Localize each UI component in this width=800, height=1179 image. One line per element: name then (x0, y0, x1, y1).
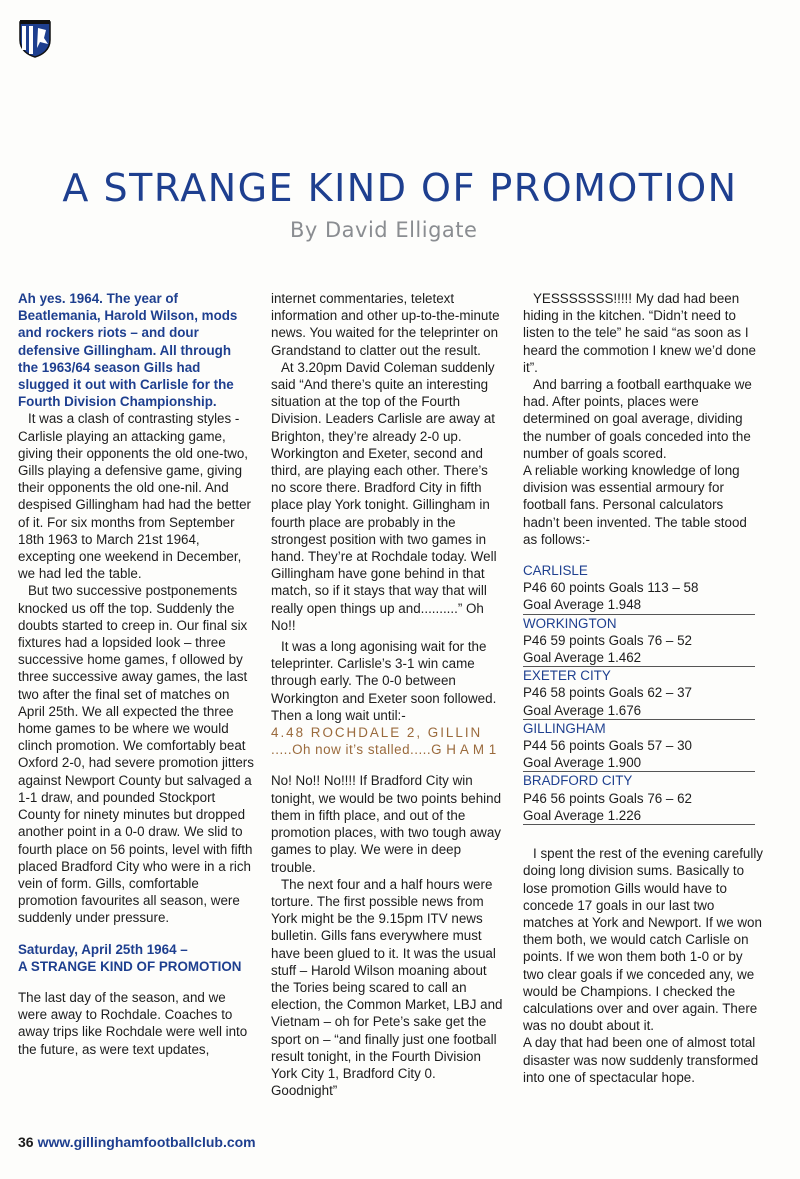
column-2 (271, 290, 504, 1099)
paragraph: internet commentaries, teletext information and other up-to-the-minute news. You waited for the teleprinter on Grandstand to clatter out the result. (271, 291, 500, 358)
table-average: Goal Average 1.900 (523, 754, 755, 772)
paragraph: YESSSSSSS!!!!! My dad had been hiding in the kitchen. “Didn’t need to listen to the tele” he said “as soon as I heard the commotion I knew we’d done it”. (523, 291, 756, 375)
table-stats: P46 56 points Goals 76 – 62 (523, 790, 692, 806)
page-footer (18, 1134, 256, 1150)
table-average: Goal Average 1.676 (523, 702, 755, 720)
table-team: GILLINGHAM (523, 720, 606, 736)
paragraph: No! No!! No!!!! If Bradford City win tonight, we would be two points behind them in fifth place, and out of the promotion places, with two tough away games to play. We were in deep trouble. (271, 773, 502, 875)
table-stats: P46 60 points Goals 113 – 58 (523, 580, 699, 596)
footer-url[interactable]: www.gillinghamfootballclub.com (37, 1134, 256, 1150)
column-3 (523, 290, 763, 1086)
club-crest-icon (18, 18, 52, 58)
table-average: Goal Average 1.948 (523, 596, 755, 614)
paragraph: I spent the rest of the evening carefully doing long division sums. Basically to lose promotion Gills would have to concede 17 goals in our last two matches at York and Newport. If we won them both, we would catch Carlisle on points. If we won them both 1-0 or by two clear goals if we conceded any, we would be Champions. I checked the calculations over and over again. There was no doubt about it. (523, 846, 764, 1034)
subheading-title: A STRANGE KIND OF PROMOTION (18, 958, 242, 974)
table-stats: P46 59 points Goals 76 – 52 (523, 632, 692, 648)
table-average: Goal Average 1.226 (523, 807, 755, 825)
table-average: Goal Average 1.462 (523, 649, 755, 667)
table-team: EXETER CITY (523, 668, 611, 684)
table-stats: P46 58 points Goals 62 – 37 (523, 685, 692, 701)
paragraph: The last day of the season, and we were away to Rochdale. Coaches to away trips like Rochdale were well into the future, as were text updates, (18, 989, 248, 1057)
column-1 (18, 290, 254, 1058)
subheading-date: Saturday, April 25th 1964 – (18, 941, 188, 957)
article-title: A STRANGE KIND OF PROMOTION (62, 166, 738, 210)
article-byline: By David Elligate (290, 218, 478, 242)
paragraph: It was a long agonising wait for the teleprinter. Carlisle’s 3-1 win came through early. The 0-0 between Workington and Exeter soon followed. Then a long wait until:- (271, 639, 497, 723)
paragraph: At 3.20pm David Coleman suddenly said “And there’s quite an interesting situation at the top of the Fourth Division. Leaders Carlisle are away at Brighton, they’re already 2-0 up. Workington and Exeter, second and third, are playing each other. There’s no score there. Bradford City in fifth place play York tonight. Gillingham in fourth place are probably in the strongest position with two games in hand. They’re at Rochdale today. Well Gillingham have gone behind in that match, so if it stays that way that will really open things up and..........” Oh No!! (271, 359, 497, 633)
paragraph: The next four and a half hours were torture. The first possible news from York might be the 9.15pm ITV news bulletin. Gills fans everywhere must have been glued to it. It was the usual stuff – Harold Wilson moaning about the Tories being scared to call an election, the Common Market, LBJ and Vietnam – oh for Pete’s sake get the sport on – “and finally just one football result tonight, in the Fourth Division York City 1, Bradford City 0. Goodnight” (271, 876, 503, 1099)
table-team: CARLISLE (523, 563, 588, 579)
paragraph: A reliable working knowledge of long division was essential armoury for football fans. Personal calculators hadn’t been invented. The table stood as follows:- (523, 463, 747, 547)
paragraph: A day that had been one of almost total disaster was now suddenly transformed into one of spectacular hope. (523, 1035, 759, 1085)
league-table (523, 562, 763, 825)
paragraph: It was a clash of contrasting styles - Carlisle playing an attacking game, giving their opponents the old one-two, Gills playing a defensive game, giving their opponents the old one-nil. And despised Gillingham had had the better of it. For six months from September 18th 1963 to March 21st 1964, excepting one weekend in December, we had led the table. (18, 411, 252, 582)
teleprinter-line-1: 4.48 ROCHDALE 2, GILLIN (271, 725, 483, 741)
table-stats: P44 56 points Goals 57 – 30 (523, 738, 692, 754)
paragraph: And barring a football earthquake we had. After points, places were determined on goal average, dividing the number of goals conceded into the number of goals scored. (523, 377, 752, 461)
teleprinter-line-2: .....Oh now it’s stalled.....G H A M 1 (271, 742, 497, 758)
table-team: BRADFORD CITY (523, 773, 633, 789)
page-number: 36 (18, 1134, 34, 1150)
table-team: WORKINGTON (523, 615, 617, 631)
lead-paragraph: Ah yes. 1964. The year of Beatlemania, Harold Wilson, mods and rockers riots – and dour defensive Gillingham. All through the 1963/64 season Gills had slugged it out with Carlisle for the Fourth Division Championship. (18, 291, 238, 410)
paragraph: But two successive postponements knocked us off the top. Suddenly the doubts started to creep in. Our final six fixtures had a lopsided look – three successive home games, f ollowed by three successive away games, the last two after the final set of matches on April 25th. We all expected the three home games to be where we would clinch promotion. We comfortably beat Oxford 2-0, had severe promotion jitters against Newport County but salvaged a 1-1 draw, and pounded Stockport County for ninety minutes but dropped another point in a 0-0 draw. We slid to fourth place on 56 points, level with fifth placed Bradford City who were in a rich vein of form. Gills, comfortable promotion favourites all season, were suddenly under pressure. (18, 583, 254, 926)
